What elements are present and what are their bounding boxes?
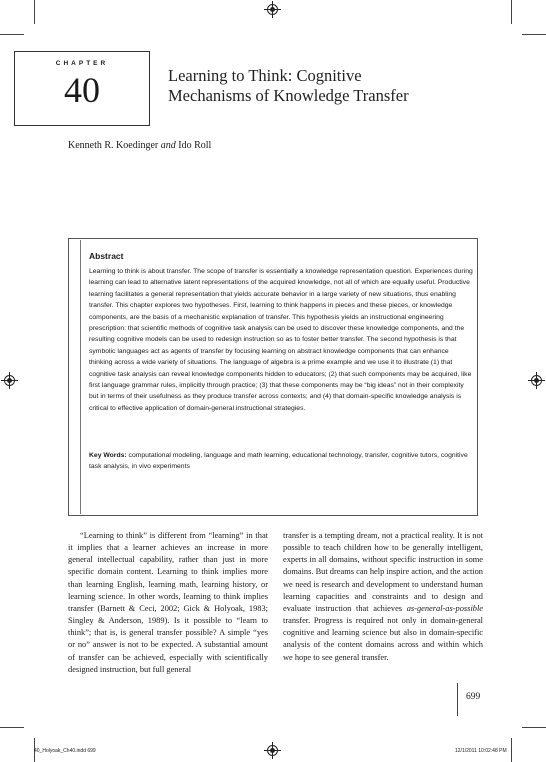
chapter-number: 40 [64,70,100,110]
author-first: Kenneth R. Koedinger [68,140,161,151]
page-number: 699 [466,692,481,702]
crop-mark [34,0,35,24]
author-conjunction: and [160,140,176,151]
abstract-text: Learning to think is about transfer. The scope of transfer is essentially a knowledge representation question. Experiences during learning can lead to alternative latent representations of the acquired knowledge, not all of which are equally useful. Productive learning facilitates a general representation that yields accurate behavior in a large variety of new situations, thus enabling transfer. This chapter explores two hypotheses. First, learning to think happens in pieces and these pieces, or knowledge components, are the basis of a mechanistic explanation of transfer. This hypothesis yields an instructional engineering prescription: that scientific methods of cognitive task analysis can be used to discover these knowledge components, and the resulting cognitive models can be used to redesign instruction so as to foster better transfer. The second hypothesis is that symbolic languages act as agents of transfer by focusing learning on abstract knowledge components that can enhance thinking across a wide variety of situations. The language of algebra is a prime example and we use it to illustrate (1) that cognitive task analysis can reveal knowledge components hidden to educators; (2) that such components may be acquired, like first language grammar rules, implicitly through practice; (3) that these components may be “big ideas” not in their complexity but in terms of their usefulness as they produce transfer across contexts; and (4) that domain-specific knowledge analysis is critical to effective application of domain-general instructional strategies. [89,268,473,412]
crop-mark [0,34,24,35]
chapter-title-line-2: Mechanisms of Knowledge Transfer [168,86,409,105]
body-right-emphasis: as-general-as-possible [406,603,483,613]
registration-mark-right [531,375,542,386]
abstract-heading: Abstract [89,251,124,261]
registration-mark-top [267,4,278,15]
crop-mark [522,34,546,35]
chapter-label: CHAPTER [55,60,109,67]
body-right-column [283,530,483,664]
crop-mark [511,0,512,24]
author-line [68,140,211,151]
keywords-label: Key Words: [89,452,127,459]
body-right-text-b: transfer. Progress is required not only in domain-general cognitive and learning science but also in domain-specific analysis of the content domains across and within which we hope to see general transfer. [283,616,483,662]
abstract-rule [80,240,81,514]
chapter-title-line-1: Learning to Think: Cognitive [168,66,362,85]
registration-mark-left [4,375,15,386]
chapter-title [168,66,409,106]
body-right-text-a: transfer is a tempting dream, not a practical reality. It is not possible to teach children how to be generally intelligent, experts in all domains, without specific instruction in some domains. But dreams can help inspire action, and the action we need is research and development to understand human learning capacities and constraints and to design and evaluate instruction that achieves [283,531,483,613]
keywords-list: computational modeling, language and math learning, educational technology, transfer, cognitive tutors, cognitive task analysis, in vivo experiments [89,452,468,471]
registration-mark-bottom [267,745,278,756]
timestamp-slug: 12/1/2011 10:02:48 PM [455,748,507,754]
keywords [89,450,473,473]
author-second: Ido Roll [175,140,212,151]
file-slug: 40_Holyoak_Ch40.indd 699 [34,748,96,754]
page-number-rule [457,683,458,716]
crop-mark [522,727,546,728]
crop-mark [0,727,24,728]
crop-mark [511,738,512,762]
body-left-column: “Learning to think” is different from “learning” in that it implies that a learner achieves an increase in more general intellectual capability, rather than just in more specific domain content. Learning to think implies more than learning English, learning math, learning history, or learning science. In other words, learning to think implies transfer (Barnett & Ceci, 2002; Gick & Holyoak, 1983; Singley & Anderson, 1989). Is it possible to “learn to think”; that is, is general transfer possible? A simple “yes or no” answer is not to be expected. A substantial amount of transfer can be achieved, especially with scientifically designed instruction, but full general [68,531,268,674]
